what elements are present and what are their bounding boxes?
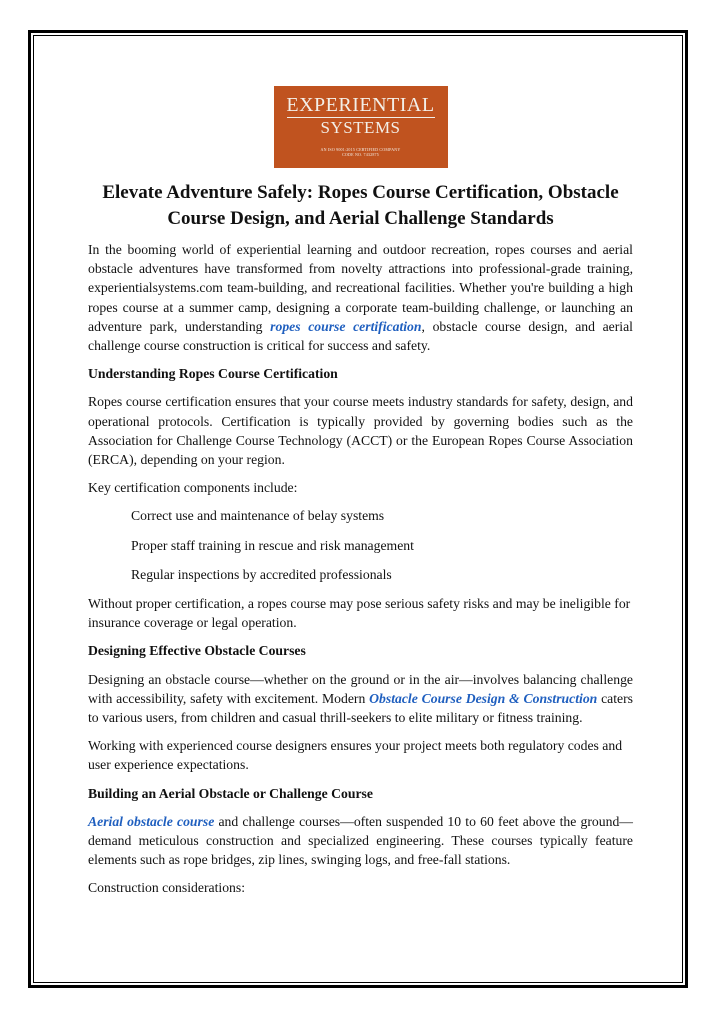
- certification-closing-paragraph: Without proper certification, a ropes course may pose serious safety risks and may be ineligible for insurance coverage or legal operation.: [88, 596, 631, 631]
- obstacle-text-after: caters to various users, from children and casual thrill-seekers to elite military or fitness training.: [88, 690, 634, 726]
- section-heading-certification: Understanding Ropes Course Certification: [88, 366, 338, 382]
- list-item: Proper staff training in rescue and risk management: [131, 537, 414, 553]
- list-item: Regular inspections by accredited professionals: [131, 566, 392, 582]
- intro-text-before: In the booming world of experiential learning and outdoor recreation, ropes courses and aerial obstacle adventures have transformed from novelty attractions into professional-grade training, experientialsystems.com team-building, and recreational facilities. Whether you're building a high ropes course at a summer camp, designing a corporate team-building challenge, or launching an adventure park, understanding: [88, 242, 633, 334]
- obstacle-design-paragraph: [88, 670, 633, 728]
- intro-text-after: , obstacle course design, and aerial challenge course construction is critical for success and safety.: [88, 318, 633, 354]
- obstacle-text-before: Designing an obstacle course—whether on the ground or in the air—involves balancing challenge with accessibility, safety with excitement. Modern: [88, 671, 633, 706]
- logo-line-2: SYSTEMS: [320, 118, 401, 137]
- logo-line-1: EXPERIENTIAL: [286, 94, 435, 116]
- ropes-course-certification-link[interactable]: ropes course certification: [270, 318, 422, 334]
- section-heading-aerial: Building an Aerial Obstacle or Challenge Course: [88, 785, 373, 801]
- obstacle-design-paragraph-2: Working with experienced course designers ensures your project meets both regulatory codes and user experience expectations.: [88, 738, 623, 773]
- construction-considerations-label: Construction considerations:: [88, 880, 246, 896]
- aerial-paragraph: [88, 812, 633, 870]
- certification-paragraph: Ropes course certification ensures that your course meets industry standards for safety, design, and operational protocols. Certification is typically provided by governing bodies such as the Association for Challenge Course Technology (ACCT) or the European Ropes Course Association (ERCA), depending on your region.: [88, 394, 633, 468]
- logo-tagline-1: AN ISO 9001:2015 CERTIFIED COMPANY: [320, 147, 401, 152]
- document-body: [88, 86, 633, 907]
- aerial-text-after: and challenge courses—often suspended 10 to 60 feet above the ground—demand meticulous construction and specialized engineering. These courses typically feature elements such as rope bridges, zip lines, swinging logs, and free-fall stations.: [88, 813, 633, 868]
- list-item: Correct use and maintenance of belay systems: [131, 508, 385, 524]
- experiential-systems-logo: [274, 86, 448, 168]
- obstacle-course-design-link[interactable]: Obstacle Course Design & Construction: [369, 690, 598, 706]
- certification-components-list: [88, 506, 633, 584]
- logo-tagline-2: CODE NO. 7432875: [342, 152, 379, 157]
- intro-paragraph: [88, 240, 633, 355]
- certification-list-intro: Key certification components include:: [88, 480, 298, 496]
- page-title: Elevate Adventure Safely: Ropes Course Certification, Obstacle Course Design, and Aerial Challenge Standards: [102, 182, 619, 229]
- aerial-obstacle-course-link[interactable]: Aerial obstacle course: [88, 813, 215, 829]
- section-heading-obstacle-design: Designing Effective Obstacle Courses: [88, 643, 306, 659]
